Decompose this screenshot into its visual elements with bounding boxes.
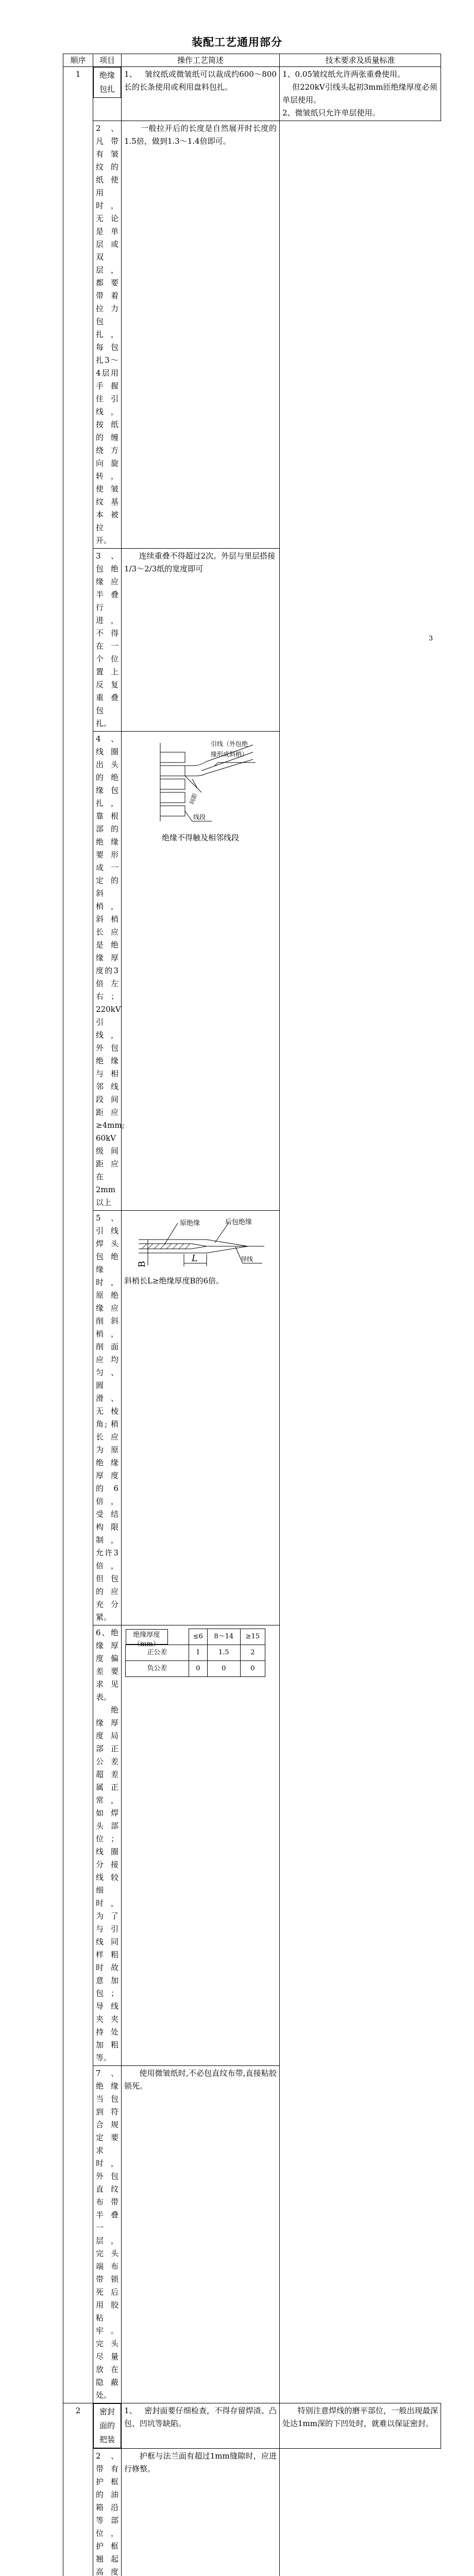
header-item: 项目 — [93, 54, 122, 67]
tolerance-value: 1.5 — [207, 1645, 240, 1661]
tolerance-value: 0 — [240, 1661, 265, 1677]
after-insulation-label: 后包绝缘 — [225, 1218, 252, 1226]
header-requirement: 技术要求及质量标准 — [280, 54, 441, 67]
operation-text: 1、 密封面要仔细检查，不得存留焊渣、凸包、凹坑等缺陷。 — [124, 2404, 277, 2430]
operation-text: 7、 绝缘当包到符合规定要求时，外包直纹布带半叠一层，完头端布带锁死后用胶粘牢。完头尽量放在隐蔽处。 — [96, 2067, 118, 2402]
page-number: 3 — [429, 635, 433, 642]
operation-text: 1、 皱纹纸或微皱纸可以裁成约600～800长的长条使用或利用盘料包扎。 — [124, 68, 277, 94]
table-row — [63, 549, 441, 732]
requirement-text: 护框与法兰面有超过1mm缝隙时，应进行修整。 — [124, 2450, 277, 2476]
table-row — [63, 2403, 441, 2449]
figure-caption: 斜梢长L≥绝缘厚度B的6倍。 — [124, 1275, 277, 1287]
tolerance-value: 0 — [189, 1661, 207, 1677]
section-item: 密封 面的 把装 — [93, 2403, 121, 2448]
requirement-text: 连续重叠不得超过2次。外层与里层搭接1/3～2/3纸的宽度即可 — [124, 550, 277, 575]
section-number: 2 — [63, 2403, 93, 2576]
coil-segment — [160, 806, 185, 816]
tolerance-value: 1 — [189, 1645, 207, 1661]
l-label: L — [191, 1253, 197, 1264]
tolerance-value: 0 — [207, 1661, 240, 1677]
coil-segment — [160, 792, 185, 803]
gap-label: 间距 — [188, 792, 199, 805]
operation-text: 2、 带有护框的油箱沿等部位，护框翘起高度 — [96, 2450, 118, 2576]
operation-text: 4、 线圈出头的绝缘包扎，靠根部的绝缘要形成一定的斜梢，斜梢长应是绝缘厚度的3倍左右；220kV引线，外包绝缘与相邻线段间距应≥4mm; 60kV级间距应在2mm以上 — [96, 733, 118, 1209]
segment-label: 线段 — [193, 813, 206, 821]
operation-text: 6、绝缘厚度偏差要求见表。 绝缘厚度局部正公差超差属正常，如焊头部位；线圈分接线较细时，为了与引线同样粗时故意加包；导线夹夹持处加粗等。 — [96, 1626, 118, 2064]
section-number: 1 — [63, 67, 93, 2403]
section-item: 绝缘 包扎 — [93, 67, 121, 98]
table-row — [63, 2066, 441, 2403]
insulation-hatch — [142, 1244, 190, 1249]
tolerance-table — [125, 1629, 265, 1677]
b-label: B — [137, 1261, 147, 1268]
operation-text: 3、 包绝缘应半叠行进，不得在一个位置上反复重叠包扎。 — [96, 550, 118, 730]
wire-label: 导线 — [241, 1255, 253, 1263]
tolerance-row-name: 负公差 — [126, 1661, 189, 1677]
table-row — [63, 1625, 441, 2066]
requirement-text: 使用微皱纸时,不必包直纹布带,直接粘胶锁死。 — [124, 2067, 277, 2093]
tolerance-row — [126, 1661, 265, 1677]
leader-line — [164, 1223, 178, 1245]
tolerance-col-head: ≤6 — [189, 1629, 207, 1645]
header-order: 顺序 — [63, 54, 93, 67]
header-operation: 操作工艺简述 — [122, 54, 280, 67]
figure-cell — [122, 732, 280, 1211]
tolerance-row-name: 正公差 — [126, 1645, 189, 1661]
operation-text: 5、 引线焊头包绝缘时，原绝缘应削斜梢，削面应均匀、圆滑、无棱角; 稍长应为原绝缘厚度的6倍，受结构限制，允许3倍，但包的应充分紧。 — [96, 1212, 118, 1624]
table-header-row — [63, 54, 441, 67]
lead-label: 引线（外包绝 — [211, 740, 248, 748]
taper-outline — [191, 1244, 207, 1249]
coil-segment — [160, 766, 185, 776]
lead-label: 缘形成斜梢） — [211, 750, 248, 758]
table-row — [63, 732, 441, 1211]
requirement-text: 一般拉开后的长度是自然展开时长度的1.5倍，做到1.3～1.4倍即可。 — [124, 122, 277, 148]
requirement-text: 特别注意焊线的磨平部位，一般出现最深处达1mm深的下凹处时，就难以保证密封。 — [282, 2404, 438, 2430]
process-table — [63, 54, 441, 2576]
original-insulation-label: 原绝缘 — [180, 1219, 200, 1227]
operation-text: 2、 凡带有皱纹的纸使用时，无论是单层或双层，都要带着拉力包扎，每包扎3～4层用手握住引线，按纸的缠绕方向旋转，使皱纹基本被拉开。 — [96, 122, 118, 547]
coil-segment — [160, 779, 185, 789]
table-row — [63, 2449, 441, 2576]
tolerance-table-cell — [122, 1625, 280, 2066]
requirement-text: 1、0.05皱纹纸允许两张重叠使用。 但220kV引线头起初3mm匝绝缘厚度必须单层使用。 2、微皱纸只允许单层使用。 — [282, 68, 438, 120]
coil-segment — [160, 752, 185, 762]
page-title: 装配工艺通用部分 — [0, 34, 474, 49]
tolerance-col-head: 8～14 — [207, 1629, 240, 1645]
tolerance-head: 绝缘厚度 （mm） — [126, 1629, 168, 1645]
figure-cell — [122, 1211, 280, 1625]
lead-insulation-diagram — [124, 733, 279, 826]
table-row — [63, 1211, 441, 1625]
lead-outline-bottom — [185, 759, 253, 776]
table-row — [63, 67, 441, 121]
tolerance-col-head: ≥15 — [240, 1629, 265, 1645]
table-row — [63, 121, 441, 549]
leader-line — [185, 811, 192, 821]
tolerance-value: 2 — [240, 1645, 265, 1661]
joint-insulation-diagram — [124, 1212, 279, 1269]
tolerance-header-row — [126, 1629, 265, 1645]
gap-dimension-line — [185, 776, 201, 792]
figure-caption: 绝缘不得触及相邻线段 — [124, 832, 277, 844]
